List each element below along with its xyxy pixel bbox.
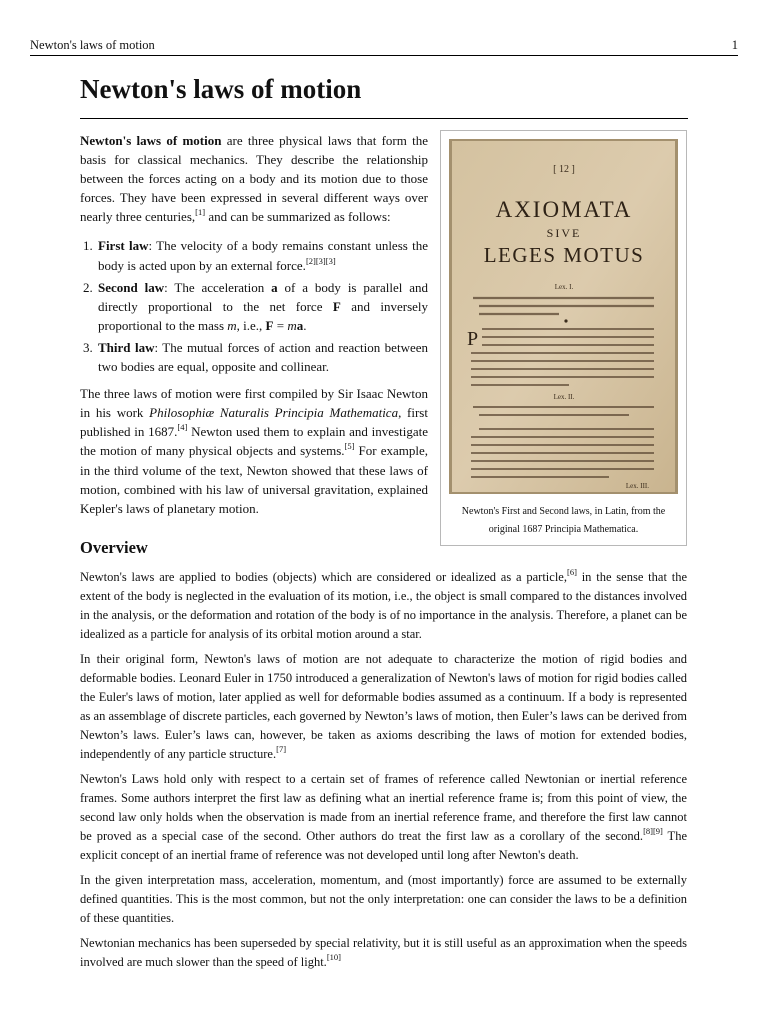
latin-text-block-2 (471, 429, 654, 477)
overview-paragraph (80, 650, 687, 765)
overview-text: In the given interpretation mass, acceleration, momentum, and (most importantly) force are assumed to be externally defined quantities. This is the most common, but not the only interpretation: one can consider the laws to be a definition of these quantities. (80, 872, 687, 926)
law-text: and inversely proportional to the mass (98, 298, 429, 333)
running-header (30, 37, 738, 56)
principia-figure (440, 130, 687, 546)
principia-heading-leges-motus: LEGES MOTUS (483, 243, 645, 267)
laws-list (80, 236, 428, 376)
overview-paragraph (80, 871, 687, 928)
ornament-dot (564, 319, 567, 322)
symbol-a: a (271, 279, 278, 295)
equation-m: m (287, 317, 297, 333)
overview-text: In their original form, Newton's laws of motion are not adequate to characterize the motion of rigid bodies and deformable bodies. Leonard Euler in 1750 introduced a generalization of Newton's laws of motion for rigid bodies called the Euler's laws of motion, later applied as well for deformable bodies assumed as a continuum. If a body is represented as an assemblage of discrete particles, each governed by Newton’s laws of motion, then Euler’s laws can be derived from Newton’s laws. Euler’s laws can, however, be taken as axioms describing the laws of motion for extended bodies, independently of any particle structure. (80, 651, 687, 762)
principia-heading-sive: SIVE (546, 226, 582, 240)
header-title: Newton's laws of motion (30, 38, 155, 52)
equation-equals: = (273, 317, 288, 333)
overview-paragraph (80, 770, 687, 865)
overview-text: Newton's laws are applied to bodies (objects) which are considered or idealized as a particle, (80, 570, 567, 584)
title-rule (80, 118, 688, 119)
intro-text-end: and can be summarized as follows: (205, 209, 391, 225)
intro-bold-term: Newton's laws of motion (80, 133, 222, 148)
overview-text: The explicit concept of an inertial frame of reference was not developed until long after Newton's death. (80, 829, 687, 863)
intro-section (80, 131, 428, 528)
law-text: : The acceleration (164, 279, 272, 295)
intro-paragraph (80, 131, 428, 226)
equation-a: a (296, 317, 304, 333)
law-text: : The velocity of a body remains constant unless the body is acted upon by an external force. (98, 238, 428, 273)
citation-link[interactable]: [10] (326, 951, 341, 962)
citation-link[interactable]: [1] (195, 207, 206, 218)
law-name: Second law (98, 279, 165, 295)
overview-section (80, 568, 687, 977)
history-paragraph (80, 384, 428, 518)
page-title: Newton's laws of motion (80, 74, 362, 104)
citation-link[interactable]: [5] (344, 441, 355, 452)
citation-link[interactable]: [4] (177, 422, 188, 433)
list-item-first-law (96, 236, 428, 274)
figure-caption: Newton's First and Second laws, in Latin, from the original 1687 Principia Mathematica. (461, 506, 666, 535)
list-item-third-law (96, 338, 428, 376)
citation-link[interactable]: [8][9] (643, 826, 663, 837)
principia-page-no: [ 12 ] (553, 164, 575, 175)
symbol-f: F (332, 298, 341, 314)
symbol-m: m (227, 317, 237, 333)
overview-text: Newton's Laws hold only with respect to a certain set of frames of reference called Newtonian or inertial reference frames. Some authors interpret the first law as defining what an inertial reference frame is; from this point of view, the second law only holds when the observation is made from an inertial reference frame, and therefore the first law cannot be proved as a special case of the second. Other authors do treat the first law as a corollary of the second. (80, 771, 687, 844)
citation-link[interactable]: [6] (566, 567, 577, 577)
history-text: For example, in the third volume of the text, Newton showed that these laws of motion, combined with his law of universal gravitation, explained Kepler's laws of planetary motion. (80, 443, 429, 516)
history-text: The three laws of motion were first compiled by Sir Isaac Newton in his work (80, 386, 428, 421)
law-name: First law (98, 238, 149, 254)
overview-paragraph (80, 568, 687, 644)
overview-text: Newtonian mechanics has been superseded by special relativity, but it is still useful as an approximation when the speeds involved are much slower than the speed of light. (80, 935, 687, 969)
list-item-second-law (96, 278, 428, 335)
principia-lex-1: Lex. I. (554, 283, 574, 291)
overview-paragraph (80, 934, 687, 972)
paper-page (452, 141, 675, 492)
history-text: Newton used them to explain and investigate the motion of many physical objects and systems. (80, 424, 428, 459)
drop-cap-p: P (467, 328, 479, 350)
law-text: . (303, 317, 307, 333)
history-text: , first published in 1687. (80, 405, 428, 440)
principia-heading-axiomata: AXIOMATA (495, 197, 633, 222)
law-text: of a body is parallel and directly proportional to the net force (98, 279, 429, 314)
principia-lex-2: Lex. II. (553, 393, 575, 401)
overview-text: in the sense that the extent of the body is neglected in the evaluation of its motion, i.e., the object is small compared to the distances involved in the analysis, or the deformation and rotation of the body is of no importance in the analysis. Therefore, a planet can be idealized as a particle for analysis of its orbital motion around a star. (80, 570, 687, 642)
law-text: : The mutual forces of action and reaction between two bodies are equal, opposite and collinear. (98, 339, 428, 375)
law-text: , i.e., (236, 317, 266, 333)
page-number: 1 (731, 38, 738, 52)
principia-title-link[interactable]: Philosophiæ Naturalis Principia Mathematica (149, 405, 399, 421)
equation-f: F (265, 317, 274, 333)
principia-lex-3: Lex. III. (625, 482, 649, 490)
law-name: Third law (98, 339, 155, 355)
principia-page-image[interactable] (449, 139, 678, 494)
section-heading-overview: Overview (80, 538, 148, 557)
citation-link[interactable]: [7] (276, 744, 287, 755)
intro-text: are three physical laws that form the basis for classical mechanics. They describe the relationship between the forces acting on a body and its motion due to those forces. They have been expressed in several different ways over nearly three centuries, (80, 133, 428, 225)
citation-link[interactable]: [2][3][3] (305, 255, 336, 266)
